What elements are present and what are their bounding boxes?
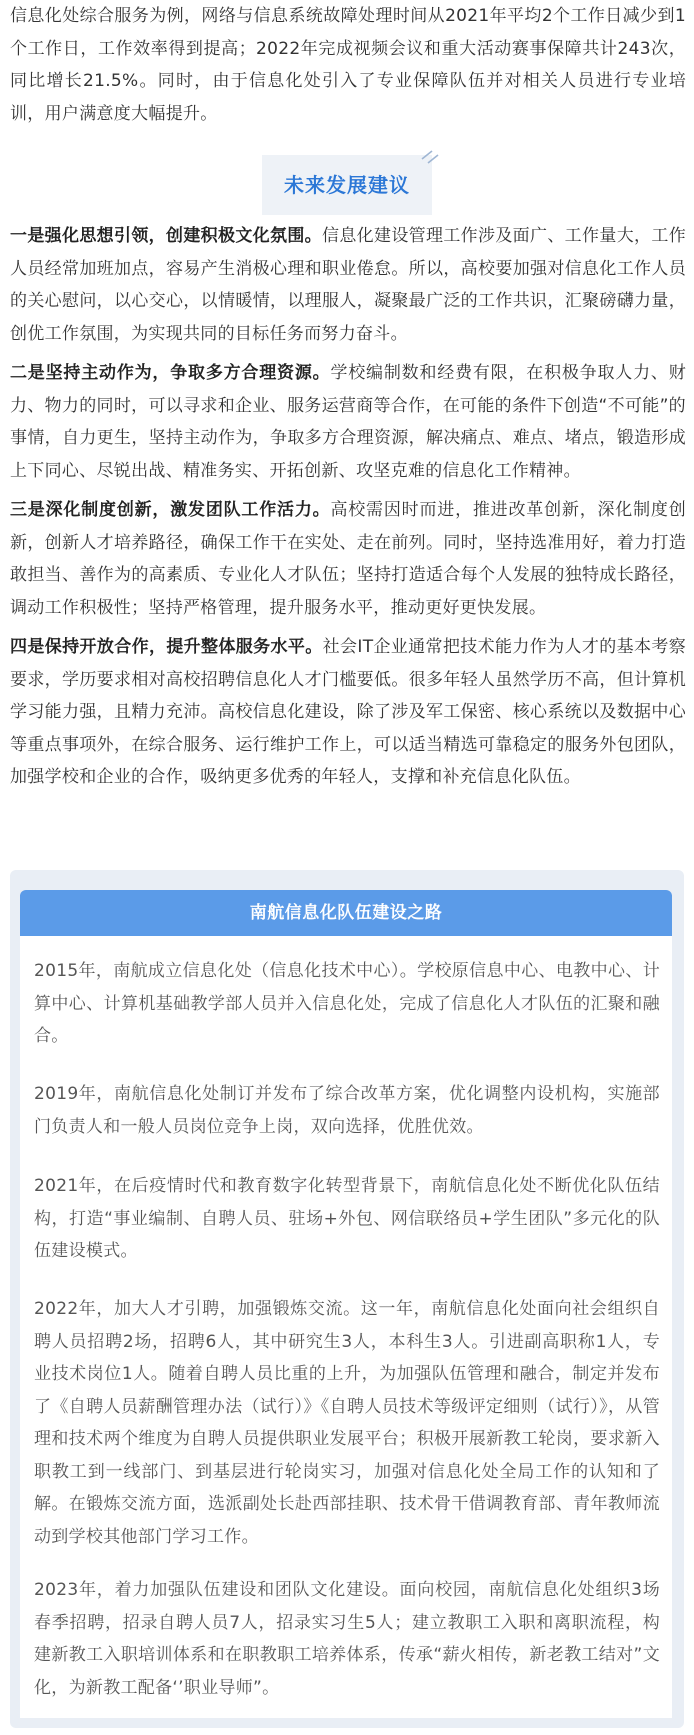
suggestion-text-2: 学校编制数和经费有限，在积极争取人力、财力、物力的同时，可以寻求和企业、服务运营商等合作，在可能的条件下创造“不可能”的事情，自力更生，坚持主动作为，争取多方合理资源，解决痛点、难点、堵点，锻造形成上下同心、尽锐出战、精准务实、开拓创新、攻坚克难的信息化工作精神。 <box>10 363 687 481</box>
timeline-entry-2021: 2021年，在后疫情时代和教育数字化转型背景下，南航信息化处不断优化队伍结构，打造“事业编制、自聘人员、驻场+外包、网信联络员+学生团队”多元化的队伍建设模式。 <box>34 1176 660 1261</box>
timeline-entry-2019: 2019年，南航信息化处制订并发布了综合改革方案，优化调整内设机构，实施部门负责人和一般人员岗位竞争上岗，双向选择，优胜优效。 <box>34 1084 660 1137</box>
suggestion-text-1: 信息化建设管理工作涉及面广、工作量大，工作人员经常加班加点，容易产生消极心理和职业倦怠。所以，高校要加强对信息化工作人员的关心慰问，以心交心，以情暖情，以理服人，凝聚最广泛的工作共识，汇聚磅礴力量，创优工作氛围，为实现共同的目标任务而努力奋斗。 <box>10 226 686 344</box>
timeline-entry-2023: 2023年，着力加强队伍建设和团队文化建设。面向校园，南航信息化处组织3场春季招聘，招录自聘人员7人，招录实习生5人；建立教职工入职和离职流程，构建新教工入职培训体系和在职教职工培养体系，传承“薪火相传，新老教工结对”文化，为新教工配备‘’职业导师”。 <box>34 1580 660 1698</box>
suggestion-text-3: 高校需因时而进，推进改革创新，深化制度创新，创新人才培养路径，确保工作干在实处、走在前列。同时，坚持选准用好，着力打造敢担当、善作为的高素质、专业化人才队伍；坚持打造适合每个人发展的独特成长路径，调动工作积极性；坚持严格管理，提升服务水平，推动更好更快发展。 <box>10 500 687 618</box>
suggestion-lead-1: 一是强化思想引领，创建积极文化氛围。 <box>10 226 323 246</box>
timeline-entry-2022: 2022年，加大人才引聘，加强锻炼交流。这一年，南航信息化处面向社会组织自聘人员招聘2场，招聘6人，其中研究生3人，本科生3人。引进副高职称1人，专业技术岗位1人。随着自聘人员比重的上升，为加强队伍管理和融合，制定并发布了《自聘人员薪酬管理办法（试行）》《自聘人员技术等级评定细则（试行）》，从管理和技术两个维度为自聘人员提供职业发展平台；积极开展新教工轮岗，要求新入职教工到一线部门、到基层进行轮岗实习，加强对信息化处全局工作的认知和了解。在锻炼交流方面，选派副处长赴西部挂职、技术骨干借调教育部、青年教师流动到学校其他部门学习工作。 <box>34 1299 660 1547</box>
suggestion-lead-4: 四是保持开放合作，提升整体服务水平。 <box>10 637 323 657</box>
suggestion-paragraph-2 <box>10 357 686 487</box>
suggestion-paragraph-1 <box>10 220 686 350</box>
section-title: 未来发展建议 <box>284 173 410 197</box>
section-heading <box>262 155 432 215</box>
suggestion-lead-3: 三是深化制度创新，激发团队工作活力。 <box>10 500 331 520</box>
suggestion-text-4: 社会IT企业通常把技术能力作为人才的基本考察要求，学历要求相对高校招聘信息化人才门槛要低。很多年轻人虽然学历不高，但计算机学习能力强，且精力充沛。高校信息化建设，除了涉及军工保密、核心系统以及数据中心等重点事项外，在综合服务、运行维护工作上，可以适当精选可靠稳定的服务外包团队，加强学校和企业的合作，吸纳更多优秀的年轻人，支撑和补充信息化队伍。 <box>10 637 687 787</box>
timeline-entry-2015: 2015年，南航成立信息化处（信息化技术中心）。学校原信息中心、电教中心、计算中心、计算机基础教学部人员并入信息化处，完成了信息化人才队伍的汇聚和融合。 <box>34 961 660 1046</box>
suggestion-lead-2: 二是坚持主动作为，争取多方合理资源。 <box>10 363 331 383</box>
suggestion-paragraph-3 <box>10 494 686 624</box>
timeline-box-header <box>20 890 672 936</box>
timeline-box-title: 南航信息化队伍建设之路 <box>249 903 443 923</box>
suggestion-paragraph-4 <box>10 631 686 794</box>
intro-paragraph: 信息化处综合服务为例，网络与信息系统故障处理时间从2021年平均2个工作日减少到1个工作日，工作效率得到提高；2022年完成视频会议和重大活动赛事保障共计243次，同比增长21.5%。同时，由于信息化处引入了专业保障队伍并对相关人员进行专业培训，用户满意度大幅提升。 <box>10 6 686 124</box>
